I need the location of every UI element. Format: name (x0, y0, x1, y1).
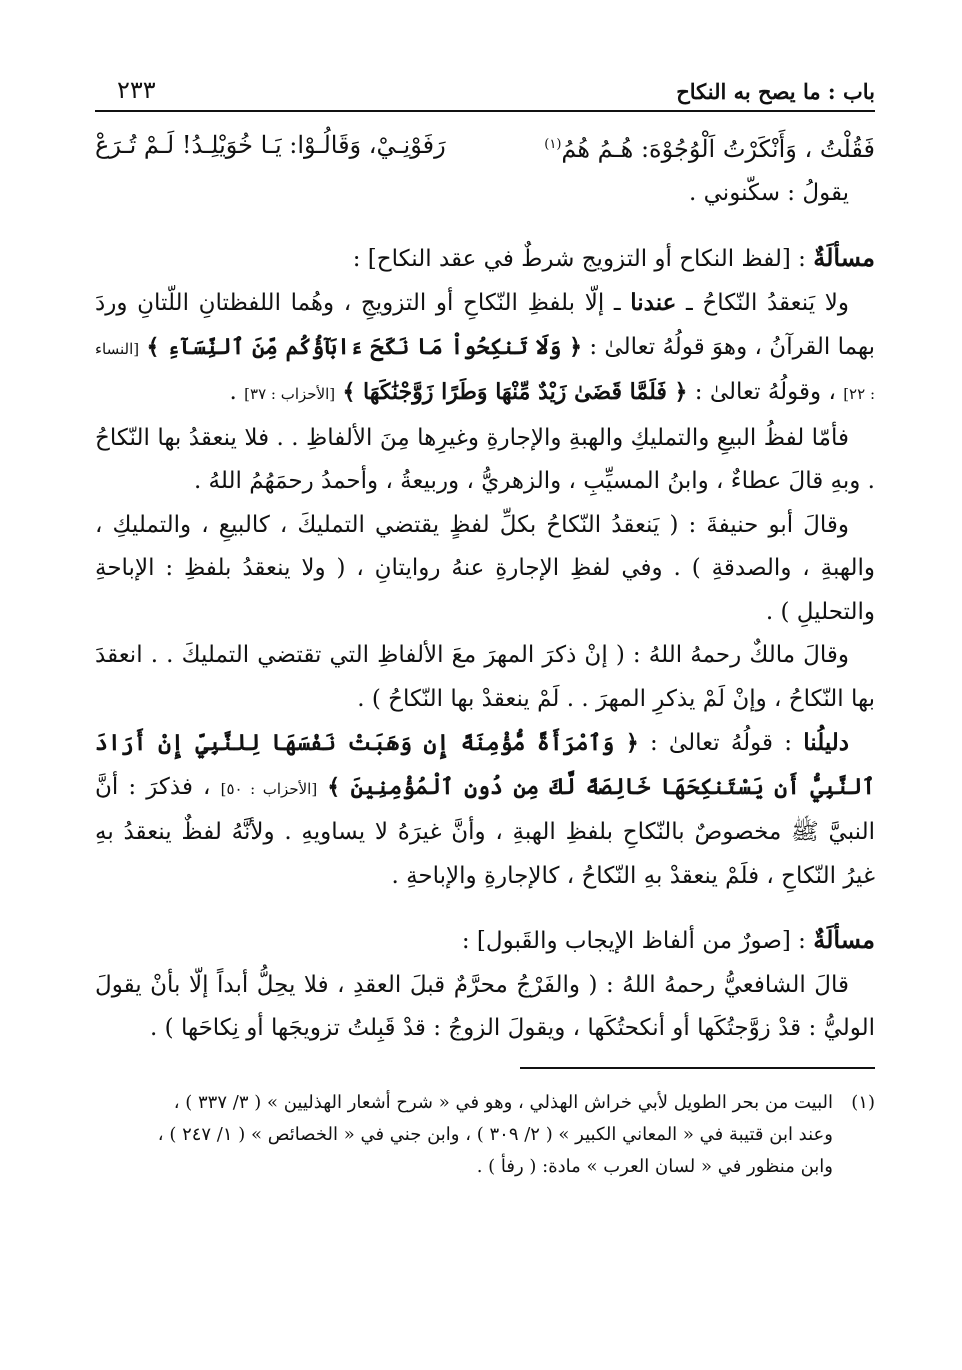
paragraph-1: ولا يَنعقدُ النّكاحُ ـ عندنا ـ إلّا بلفظِ النّكاحِ أو التزويجِ ، وهُما اللفظتانِ اللّتانِ وردَ بهما القرآنُ ، وهوَ قولُهُ تعالىٰ : ﴿ وَلَا تَنكِحُواْ مَا نَكَحَ ءَابَآؤُكُم مِّنَ ٱلنِّسَآءِ ﴾ [النساء : ٢٢] ، وقولُهُ تعالىٰ : ﴿ فَلَمَّا قَضَىٰ زَيْدٌ مِّنْهَا وَطَرًا زَوَّجْنَٰكَهَا ﴾ [الأحزاب : ٣٧] . (95, 289, 875, 405)
quran-reference: [الأحزاب : ٥٠] (220, 779, 318, 798)
quran-quote: ﴿ وَلَا تَنكِحُواْ مَا نَكَحَ ءَابَآؤُكُم مِّنَ ٱلنِّسَآءِ ﴾ (146, 333, 582, 360)
paragraph-6: قالَ الشافعيُّ رحمهُ اللهُ : ( والفَرْجُ محرَّمٌ قبلَ العقدِ ، فلا يحِلُّ أبداً إلّا بأنْ يقولَ الوليُّ : قدْ زوَّجتُكَها أو أنكحتُكَها ، ويقولَ الزوجُ : قدْ قَبِلتُ تزويجَها أو نِكاحَها ) . (95, 971, 875, 1041)
footnote-line: وابن منظور في « لسان العرب » مادة: ( رفأ ) . (476, 1155, 833, 1177)
poetry-verse (95, 122, 875, 172)
paragraph-5: دليلُنا : قولُهُ تعالىٰ : ﴿ وَٱمْرَأَةً مُّؤْمِنَةً إِن وَهَبَتْ نَفْسَهَا لِلنَّبِيِّ إِنْ أَرَادَ ٱلنَّبِيُّ أَن يَسْتَنكِحَهَا خَالِصَةً لَّكَ مِن دُونِ ٱلْمُؤْمِنِينَ ﴾ [الأحزاب : ٥٠] ، فذكرَ : أنَّ النبيَّ ﷺ مخصوصٌ بالنّكاحِ بلفظِ الهبةِ ، وأنَّ غيرَهُ لا يساويهِ . ولأنَّهُ لفظٌ ينعقدُ بهِ غيرُ النّكاحِ ، فلَمْ ينعقدْ بهِ النّكاحُ ، كالإجارةِ والإباحةِ . (95, 729, 875, 889)
issue-label: مسألَةٌ (813, 242, 875, 272)
paragraph-3: وقالَ أبو حنيفةَ : ( يَنعقدُ النّكاحُ بكلِّ لفظٍ يقتضي التمليكَ ، كالبيعِ ، والتمليكِ ، والهبةِ ، والصدقةِ ) . وفي لفظِ الإجارةِ عنهُ روايتانِ ، ( ولا ينعقدُ بلفظِ : الإباحةِ والتحليلِ ) . (95, 511, 875, 625)
issue-heading-1 (95, 236, 875, 282)
paragraph-4: وقالَ مالكٌ رحمهُ اللهُ : ( إنْ ذكرَ المهرَ معَ الألفاظِ التي تقتضي التمليكَ . . انعقدَ بها النّكاحُ ، وإنْ لَمْ يذكرِ المهرَ . . لَمْ ينعقدْ بها النّكاحُ ) . (95, 642, 875, 712)
footnote-line: البيت من بحر الطويل لأبي خراش الهذلي ، وهو في « شرح أشعار الهذليين » ( ٣/ ٣٣٧ ) ، (173, 1091, 833, 1113)
evidence-label: دليلُنا (803, 729, 850, 756)
footnote-number: (١) (851, 1091, 875, 1113)
issue-title: : [لفظ النكاح أو التزويج شرطٌ في عقد النكاح] : (352, 245, 806, 272)
paragraph-2: فأمّا لفظُ البيعِ والتمليكِ والهبةِ والإجارةِ وغيرِها مِنَ الألفاظِ . . فلا ينعقدُ بها النّكاحُ . وبهِ قالَ عطاءٌ ، وابنُ المسيِّبِ ، والزهريُّ ، وربيعةُ ، وأحمدُ رحمَهُمُ اللهُ . (95, 424, 875, 494)
quran-quote: ﴿ وَٱمْرَأَةً مُّؤْمِنَةً إِن وَهَبَتْ نَفْسَهَا لِلنَّبِيِّ إِنْ أَرَادَ ٱلنَّبِيُّ أَن يَسْتَنكِحَهَا خَالِصَةً لَّكَ مِن دُونِ ٱلْمُؤْمِنِينَ ﴾ (95, 730, 875, 800)
footnote-separator (520, 1067, 875, 1069)
quran-quote: ﴿ فَلَمَّا قَضَىٰ زَيْدٌ مِّنْهَا وَطَرًا زَوَّجْنَٰكَهَا ﴾ (342, 379, 688, 405)
footnote-line: وعند ابن قتيبة في « المعاني الكبير » ( ٢/ ٣٠٩ ) ، وابن جني في « الخصائص » ( ١/ ٢٤٧ ) ، (157, 1123, 833, 1145)
main-text (95, 122, 875, 1051)
issue-label: مسألَةٌ (813, 925, 875, 954)
quran-reference: [الأحزاب : ٣٧] (244, 385, 336, 403)
chapter-title: باب : ما يصح به النكاح (676, 79, 875, 104)
issue-title: : [صورٌ من ألفاظ الإيجاب والقَبول] : (461, 928, 806, 954)
verse-gloss: يقولُ : سكّنوني . (689, 180, 849, 206)
emphasis-text: عندنا (630, 289, 677, 316)
issue-heading-2 (95, 918, 875, 964)
book-page (95, 70, 875, 1183)
quran-reference: [النساء : ٢٢] (95, 339, 875, 403)
footnote-marker: (١) (544, 137, 562, 152)
verse-first-hemistich: فَقُلْتُ ، وَأَنْكَرْتُ اَلْوُجُوْهَ: هُـمُ هُمُ$^{(١)}$ (544, 135, 875, 163)
running-header (95, 70, 875, 112)
footnote (95, 1087, 875, 1183)
page-number: ٢٣٣ (117, 76, 156, 104)
verse-second-hemistich: رَفَوْنِـيْ، وَقَالُـوْا: يَـا خُوَيْلِـدُ! لَـمْ تُـرَعْ (95, 131, 446, 159)
